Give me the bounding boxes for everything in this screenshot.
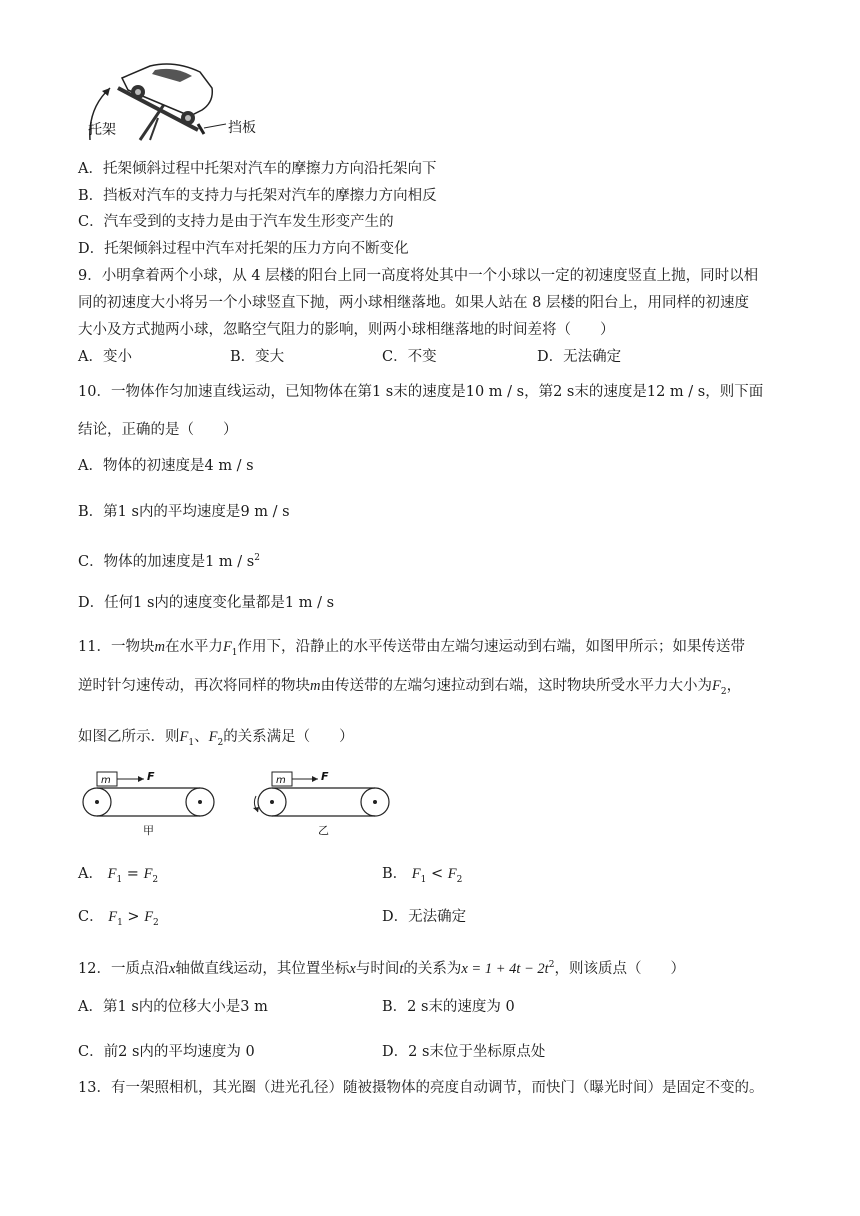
conveyor-b-force-label: F <box>321 770 329 783</box>
q11-stem-line2 <box>78 676 741 702</box>
car-bracket-figure <box>80 58 280 148</box>
q8-option-d: D．托架倾斜过程中汽车对托架的压力方向不断变化 <box>78 241 409 257</box>
conveyor-figure-b <box>250 768 395 840</box>
q11-text: 在水平力 <box>164 639 223 655</box>
q10-option-d-text: D．任何 <box>78 595 134 611</box>
q8-option-a: A．托架倾斜过程中托架对汽车的摩擦力方向沿托架向下 <box>78 161 437 177</box>
q12-var-x: x <box>349 960 356 977</box>
q11-operator: > <box>122 909 145 925</box>
q10-option-b-value: 9 m / s <box>240 504 290 520</box>
q11-stem-line3 <box>78 727 354 753</box>
q9-stem-line1: 9．小明拿着两个小球，从 4 层楼的阳台上同一高度将处其中一个小球以一定的初速度竖直上抛，同时以相 <box>78 268 759 284</box>
q11-option-a <box>78 864 158 890</box>
q11-option-d: D．无法确定 <box>382 909 467 925</box>
q10-option-b-text: B．第 <box>78 504 118 520</box>
q10-text: ，第 <box>524 384 554 400</box>
q12-option-c-text: C．前 <box>78 1044 119 1060</box>
q9-stem-line3: 大小及方式抛两小球，忽略空气阻力的影响，则两小球相继落地的时间差将（ ） <box>78 322 615 338</box>
q8-option-b: B．挡板对汽车的支持力与托架对汽车的摩擦力方向相反 <box>78 188 437 204</box>
conveyor-a-caption: 甲 <box>143 824 154 837</box>
q10-speed: 10 m / s <box>465 384 525 400</box>
q11-sub: 1 <box>117 917 123 928</box>
q11-text: 11．一物块 <box>78 639 155 655</box>
q11-stem-line1 <box>78 637 745 663</box>
conveyor-a-block-label: m <box>101 775 111 786</box>
q11-var-m: m <box>154 639 165 655</box>
q12-option-a-value: 3 m <box>240 999 268 1015</box>
q12-option-b-text: 末的速度为 0 <box>428 999 515 1015</box>
q12-text: 的关系为 <box>403 960 462 977</box>
q9-option-c: C．不变 <box>382 349 437 365</box>
q10-stem-line1 <box>78 382 763 402</box>
q11-operator: < <box>426 866 448 882</box>
q10-option-a-value: 4 m / s <box>204 458 254 474</box>
q12-option-c-text: 内的平均速度为 0 <box>139 1044 255 1060</box>
q12-exponent: 2 <box>548 960 555 970</box>
q10-option-c-exponent: 2 <box>254 553 260 563</box>
q10-time: 1 s <box>371 384 394 400</box>
q11-var-f: F <box>108 909 118 925</box>
q11-var-f: F <box>411 866 421 882</box>
q12-var-x: x <box>168 960 176 977</box>
q12-equation: x = 1 + 4t − 2t <box>461 960 549 977</box>
q11-sub: 1 <box>116 874 123 885</box>
q11-var-f: F <box>447 866 457 882</box>
q12-option-b-text: B． <box>382 999 408 1015</box>
q10-option-d-value: 1 m / s <box>284 595 335 611</box>
q12-option-a-text: A．第 <box>78 999 118 1015</box>
conveyor-b-block-label: m <box>276 775 286 786</box>
q10-option-b <box>78 502 290 522</box>
q9-option-d: D．无法确定 <box>537 349 622 365</box>
q11-sub: 1 <box>188 737 195 748</box>
q10-stem-line2: 结论，正确的是（ ） <box>78 422 238 438</box>
q12-option-c <box>78 1042 255 1062</box>
q12-option-a-time: 1 s <box>117 999 139 1015</box>
q10-option-b-text: 内的平均速度是 <box>138 504 241 520</box>
conveyor-b-caption: 乙 <box>318 824 329 837</box>
q11-sub: 2 <box>720 686 727 697</box>
q12-text: 轴做直线运动，其位置坐标 <box>175 960 350 977</box>
q11-var-m: m <box>310 678 321 694</box>
q11-var-f: F <box>208 729 218 745</box>
q11-option-b <box>382 864 462 890</box>
q12-text: 与时间 <box>355 960 400 977</box>
q10-option-c <box>78 548 260 572</box>
conveyor-a-force-label: F <box>147 770 155 783</box>
q13-stem-line1: 13．有一架照相机，其光圈（进光孔径）随被摄物体的亮度自动调节，而快门（曝光时间）是固定不变的。 <box>78 1080 764 1096</box>
q12-var-t: t <box>399 960 404 977</box>
q9-stem-line2: 同的初速度大小将另一个小球竖直下抛，两小球相继落地。如果人站在 8 层楼的阳台上，用同样的初速度 <box>78 295 749 311</box>
q10-text: ，则下面 <box>705 384 764 400</box>
q12-option-b-time: 2 s <box>407 999 429 1015</box>
q12-text: ，则该质点（ ） <box>554 960 685 977</box>
q10-text: 10．一物体作匀加速直线运动，已知物体在第 <box>78 384 372 400</box>
q11-operator: = <box>122 866 144 882</box>
conveyor-figure-a <box>80 768 220 840</box>
q11-sub: 2 <box>152 874 159 885</box>
q8-option-c: C．汽车受到的支持力是由于汽车发生形变产生的 <box>78 214 394 230</box>
q11-text: 的关系满足（ ） <box>223 729 354 745</box>
q12-text: 12．一质点沿 <box>78 960 169 977</box>
q11-text: 由传送带的左端匀速拉动到右端，这时物块所受水平力大小为 <box>320 678 712 694</box>
q10-speed: 12 m / s <box>646 384 706 400</box>
q12-stem <box>78 955 685 979</box>
q12-option-d-text: 末位于坐标原点处 <box>429 1044 546 1060</box>
q11-sub: 2 <box>217 737 224 748</box>
q11-var-f: F <box>107 866 117 882</box>
q11-var-f: F <box>711 678 721 694</box>
q12-option-d-time: 2 s <box>408 1044 430 1060</box>
q11-text: 、 <box>194 729 209 745</box>
q11-sub: 2 <box>456 874 463 885</box>
q10-time: 2 s <box>553 384 575 400</box>
q12-option-b <box>382 997 515 1017</box>
q12-option-d <box>382 1042 545 1062</box>
q11-option-c <box>78 907 159 933</box>
q10-text: 末的速度是 <box>574 384 647 400</box>
q11-text: 逆时针匀速传动，再次将同样的物块 <box>78 678 310 694</box>
q10-option-d-time: 1 s <box>133 595 155 611</box>
q11-text: 作用下，沿静止的水平传送带由左端匀速运动到右端，如图甲所示；如果传送带 <box>237 639 746 655</box>
q9-option-a: A．变小 <box>78 349 132 365</box>
q11-var-f: F <box>143 866 153 882</box>
q12-option-c-time: 2 s <box>118 1044 140 1060</box>
bracket-label: 托架 <box>88 122 116 138</box>
q10-option-d <box>78 593 334 613</box>
q11-option-letter: A． <box>78 866 103 882</box>
q11-sub: 1 <box>231 647 238 658</box>
q11-text: ， <box>726 678 742 694</box>
q10-option-c-value: 1 m / s <box>205 553 255 570</box>
q10-option-a-text: A．物体的初速度是 <box>78 458 205 474</box>
q10-option-b-time: 1 s <box>117 504 139 520</box>
q12-option-a <box>78 997 268 1017</box>
q11-option-letter: B． <box>382 866 408 882</box>
q11-text: 如图乙所示．则 <box>78 729 180 745</box>
q12-option-d-text: D． <box>382 1044 409 1060</box>
q11-var-f: F <box>179 729 189 745</box>
q9-option-b: B．变大 <box>230 349 285 365</box>
q11-var-f: F <box>144 909 154 925</box>
q11-var-f: F <box>222 639 232 655</box>
q10-text: 末的速度是 <box>393 384 466 400</box>
q11-sub: 2 <box>153 917 159 928</box>
q10-option-d-text: 内的速度变化量都是 <box>154 595 285 611</box>
q11-sub: 1 <box>420 874 427 885</box>
q11-option-letter: C． <box>78 909 104 925</box>
q12-option-a-text: 内的位移大小是 <box>138 999 241 1015</box>
q9-options <box>78 347 621 367</box>
q10-option-a <box>78 456 254 476</box>
q10-option-c-text: C．物体的加速度是 <box>78 553 206 570</box>
stop-plate-label: 挡板 <box>228 120 256 136</box>
